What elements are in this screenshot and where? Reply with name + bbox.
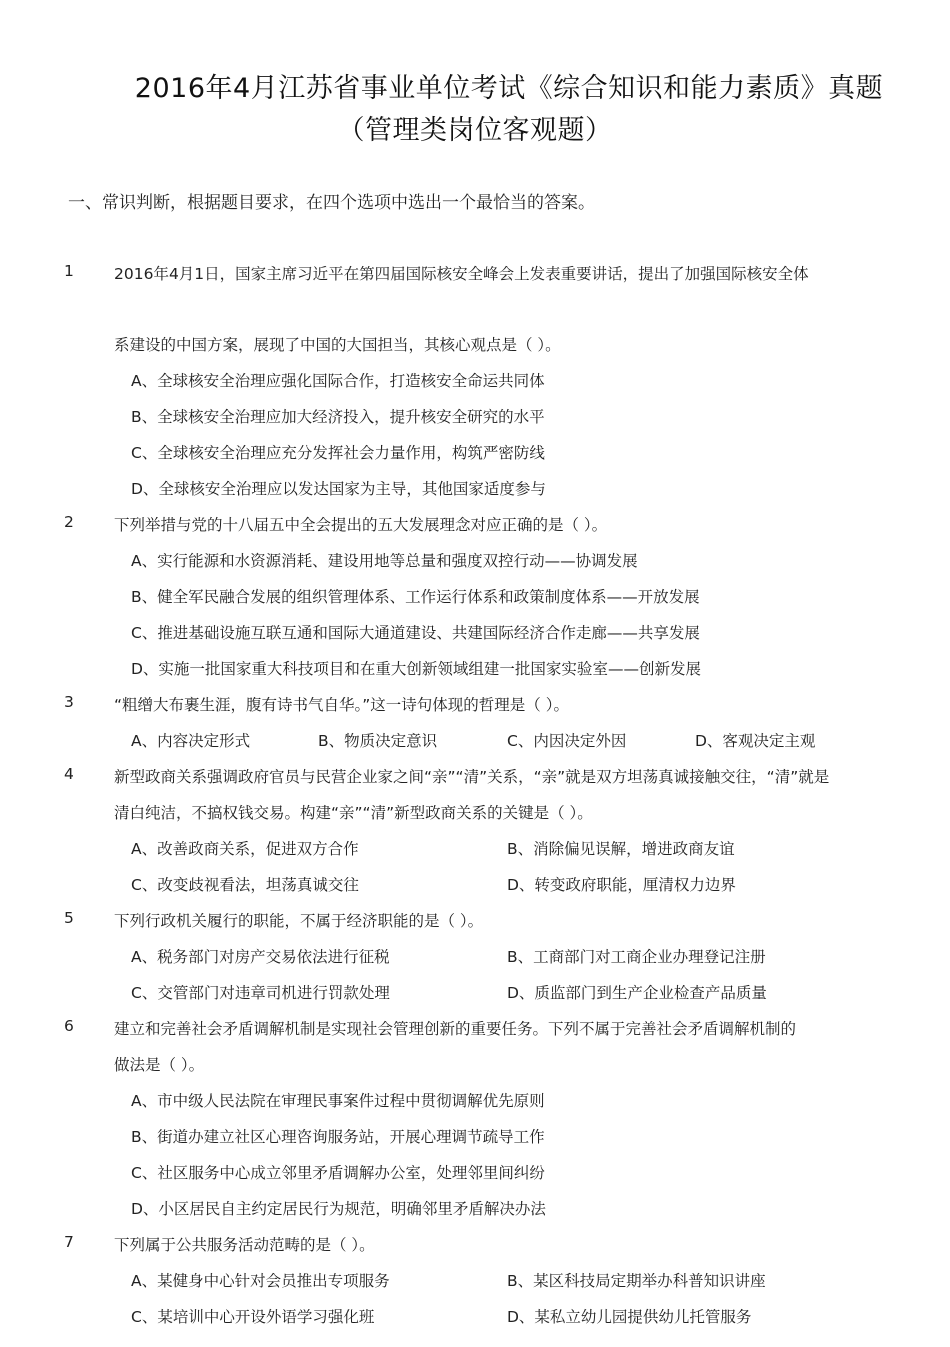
question-text: 下列属于公共服务活动范畴的是（ ）。 <box>114 1236 375 1254</box>
question-number: 1 <box>64 262 74 280</box>
option-b: B、健全军民融合发展的组织管理体系、工作运行体系和政策制度体系——开放发展 <box>131 588 700 606</box>
option-a: A、全球核安全治理应强化国际合作，打造核安全命运共同体 <box>131 372 545 390</box>
option-a: A、改善政商关系，促进双方合作 <box>131 840 359 858</box>
option-a: A、市中级人民法院在审理民事案件过程中贯彻调解优先原则 <box>131 1092 545 1110</box>
document-subtitle: （管理类岗位客观题） <box>337 115 613 146</box>
question-number: 3 <box>64 693 74 711</box>
option-a: A、实行能源和水资源消耗、建设用地等总量和强度双控行动——协调发展 <box>131 552 638 570</box>
question-text: “粗缯大布裹生涯，腹有诗书气自华。”这一诗句体现的哲理是（ ）。 <box>114 696 569 714</box>
document-title: 2016年4月江苏省事业单位考试《综合知识和能力素质》真题 <box>134 73 884 104</box>
option-c: C、改变歧视看法，坦荡真诚交往 <box>131 876 359 894</box>
option-b: B、某区科技局定期举办科普知识讲座 <box>507 1272 766 1290</box>
question-text: 下列行政机关履行的职能，不属于经济职能的是（ ）。 <box>114 912 484 930</box>
question-text: 清白纯洁，不搞权钱交易。构建“亲”“清”新型政商关系的关键是（ ）。 <box>114 804 593 822</box>
question-text: 做法是（ ）。 <box>114 1056 205 1074</box>
question-number: 7 <box>64 1233 74 1251</box>
option-d: D、转变政府职能，厘清权力边界 <box>507 876 736 894</box>
option-a: A、内容决定形式 <box>131 732 251 750</box>
option-c: C、交管部门对违章司机进行罚款处理 <box>131 984 390 1002</box>
option-c: C、内因决定外因 <box>507 732 627 750</box>
option-b: B、全球核安全治理应加大经济投入，提升核安全研究的水平 <box>131 408 545 426</box>
option-c: C、社区服务中心成立邻里矛盾调解办公室，处理邻里间纠纷 <box>131 1164 545 1182</box>
question-text: 系建设的中国方案，展现了中国的大国担当，其核心观点是（ ）。 <box>114 336 561 354</box>
option-d: D、客观决定主观 <box>695 732 816 750</box>
option-c: C、某培训中心开设外语学习强化班 <box>131 1308 375 1326</box>
option-b: B、物质决定意识 <box>318 732 438 750</box>
question-text: 建立和完善社会矛盾调解机制是实现社会管理创新的重要任务。下列不属于完善社会矛盾调解机制的 <box>114 1020 797 1038</box>
section-heading: 一、常识判断，根据题目要求，在四个选项中选出一个最恰当的答案。 <box>68 193 595 213</box>
option-c: C、全球核安全治理应充分发挥社会力量作用，构筑严密防线 <box>131 444 545 462</box>
option-b: B、工商部门对工商企业办理登记注册 <box>507 948 766 966</box>
option-b: B、街道办建立社区心理咨询服务站，开展心理调节疏导工作 <box>131 1128 545 1146</box>
option-a: A、某健身中心针对会员推出专项服务 <box>131 1272 390 1290</box>
option-c: C、推进基础设施互联互通和国际大通道建设、共建国际经济合作走廊——共享发展 <box>131 624 700 642</box>
option-b: B、消除偏见误解，增进政商友谊 <box>507 840 735 858</box>
option-a: A、税务部门对房产交易依法进行征税 <box>131 948 390 966</box>
question-text: 新型政商关系强调政府官员与民营企业家之间“亲”“清”关系，“亲”就是双方坦荡真诚接触交往，“清”就是 <box>114 768 830 786</box>
question-number: 2 <box>64 513 74 531</box>
question-number: 5 <box>64 909 74 927</box>
option-d: D、实施一批国家重大科技项目和在重大创新领域组建一批国家实验室——创新发展 <box>131 660 701 678</box>
option-d: D、某私立幼儿园提供幼儿托管服务 <box>507 1308 752 1326</box>
question-number: 4 <box>64 765 74 783</box>
question-number: 6 <box>64 1017 74 1035</box>
option-d: D、全球核安全治理应以发达国家为主导，其他国家适度参与 <box>131 480 546 498</box>
option-d: D、小区居民自主约定居民行为规范，明确邻里矛盾解决办法 <box>131 1200 546 1218</box>
question-text: 下列举措与党的十八届五中全会提出的五大发展理念对应正确的是（ ）。 <box>114 516 608 534</box>
question-text: 2016年4月1日，国家主席习近平在第四届国际核安全峰会上发表重要讲话，提出了加强国际核安全体 <box>114 265 809 283</box>
option-d: D、质监部门到生产企业检查产品质量 <box>507 984 767 1002</box>
